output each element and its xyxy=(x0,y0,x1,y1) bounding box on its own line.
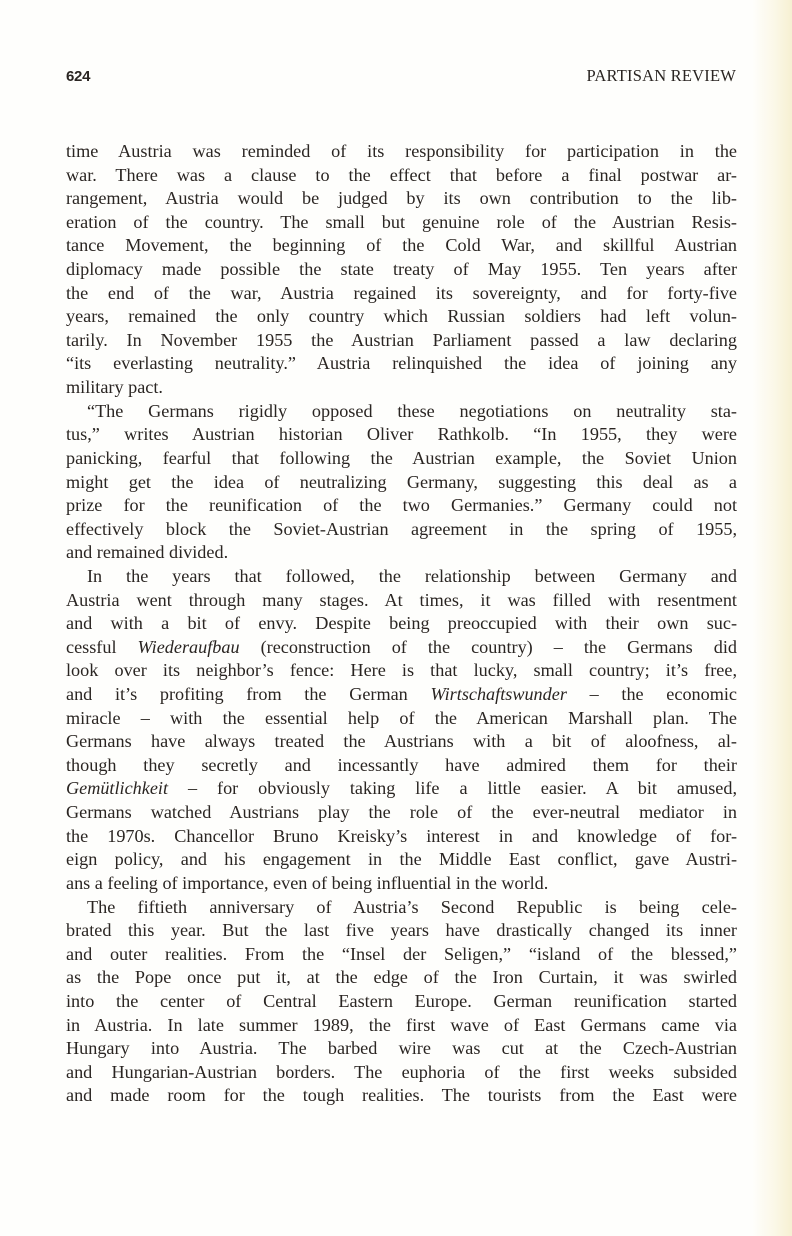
text-line: though they secretly and incessantly have admired them for their xyxy=(66,754,737,775)
text-line: into the center of Central Eastern Europe. German reunification started xyxy=(66,990,737,1011)
paragraph-austria-treaty xyxy=(66,140,737,400)
paragraph-rathkolb-quote xyxy=(66,400,737,565)
text-line-with-italic: cessful Wiederaufbau (reconstruction of the country) – the Germans did xyxy=(66,636,737,657)
text-line: tance Movement, the beginning of the Cold War, and skillful Austrian xyxy=(66,235,737,256)
text-line: and with a bit of envy. Despite being preoccupied with their own suc- xyxy=(66,613,737,634)
text-line: the 1970s. Chancellor Bruno Kreisky’s interest in and knowledge of for- xyxy=(66,825,737,846)
text-line: tarily. In November 1955 the Austrian Parliament passed a law declaring xyxy=(66,329,737,350)
page-edge-shadow xyxy=(752,0,792,1236)
text-line-with-italic: Gemütlichkeit – for obviously taking life a little easier. A bit amused, xyxy=(66,778,737,799)
text-line: rangement, Austria would be judged by its own contribution to the lib- xyxy=(66,188,737,209)
text-line: and Hungarian-Austrian borders. The euphoria of the first weeks subsided xyxy=(66,1061,737,1082)
text-line: Germans have always treated the Austrians with a bit of aloofness, al- xyxy=(66,731,737,752)
italic-term: Wiederaufbau xyxy=(137,636,240,657)
text-line: Germans watched Austrians play the role of the ever-neutral mediator in xyxy=(66,802,737,823)
text-line: The fiftieth anniversary of Austria’s Second Republic is being cele- xyxy=(87,896,737,917)
text-line: in Austria. In late summer 1989, the first wave of East Germans came via xyxy=(66,1014,737,1035)
page-number: 624 xyxy=(66,68,91,85)
text-line: military pact. xyxy=(66,377,163,398)
text-line: Hungary into Austria. The barbed wire was cut at the Czech-Austrian xyxy=(66,1038,737,1059)
text-line: panicking, fearful that following the Austrian example, the Soviet Union xyxy=(66,447,737,468)
text-line: brated this year. But the last five years have drastically changed its inner xyxy=(66,920,737,941)
text-line: tus,” writes Austrian historian Oliver Rathkolb. “In 1955, they were xyxy=(66,424,737,445)
text-line: “its everlasting neutrality.” Austria relinquished the idea of joining any xyxy=(66,353,737,374)
text-line: and made room for the tough realities. The tourists from the East were xyxy=(66,1085,737,1106)
text-line: prize for the reunification of the two Germanies.” Germany could not xyxy=(66,495,737,516)
text-line: time Austria was reminded of its responsibility for participation in the xyxy=(66,141,737,161)
text-line: “The Germans rigidly opposed these negotiations on neutrality sta- xyxy=(87,400,737,421)
text-line: war. There was a clause to the effect that before a final postwar ar- xyxy=(66,164,737,185)
text-line: miracle – with the essential help of the American Marshall plan. The xyxy=(66,707,737,728)
running-head xyxy=(66,66,736,86)
text-line: ans a feeling of importance, even of being influential in the world. xyxy=(66,872,549,893)
text-line: years, remained the only country which Russian soldiers had left volun- xyxy=(66,306,737,327)
text-line-with-italic: and it’s profiting from the German Wirtschaftswunder – the economic xyxy=(66,684,738,705)
paragraph-relationship xyxy=(66,565,737,896)
text-line: look over its neighbor’s fence: Here is that lucky, small country; it’s free, xyxy=(66,660,737,681)
italic-term: Gemütlichkeit xyxy=(66,778,169,799)
text-line: diplomacy made possible the state treaty of May 1955. Ten years after xyxy=(66,259,737,280)
paragraph-fiftieth-anniversary xyxy=(66,896,737,1108)
text-line: In the years that followed, the relationship between Germany and xyxy=(87,565,737,586)
text-line: and remained divided. xyxy=(66,542,229,563)
text-line: effectively block the Soviet-Austrian agreement in the spring of 1955, xyxy=(66,518,737,539)
text-line: eign policy, and his engagement in the Middle East conflict, gave Austri- xyxy=(66,849,737,870)
article-body xyxy=(66,140,737,1108)
text-line: might get the idea of neutralizing Germany, suggesting this deal as a xyxy=(66,471,737,492)
text-line: the end of the war, Austria regained its sovereignty, and for forty-five xyxy=(66,282,737,303)
text-line: eration of the country. The small but genuine role of the Austrian Resis- xyxy=(66,211,737,232)
text-line: as the Pope once put it, at the edge of the Iron Curtain, it was swirled xyxy=(66,967,737,988)
journal-title: PARTISAN REVIEW xyxy=(586,66,736,85)
italic-term: Wirtschaftswunder xyxy=(430,684,567,705)
text-line: and outer realities. From the “Insel der Seligen,” “island of the blessed,” xyxy=(66,943,737,964)
text-line: Austria went through many stages. At times, it was filled with resentment xyxy=(66,589,737,610)
